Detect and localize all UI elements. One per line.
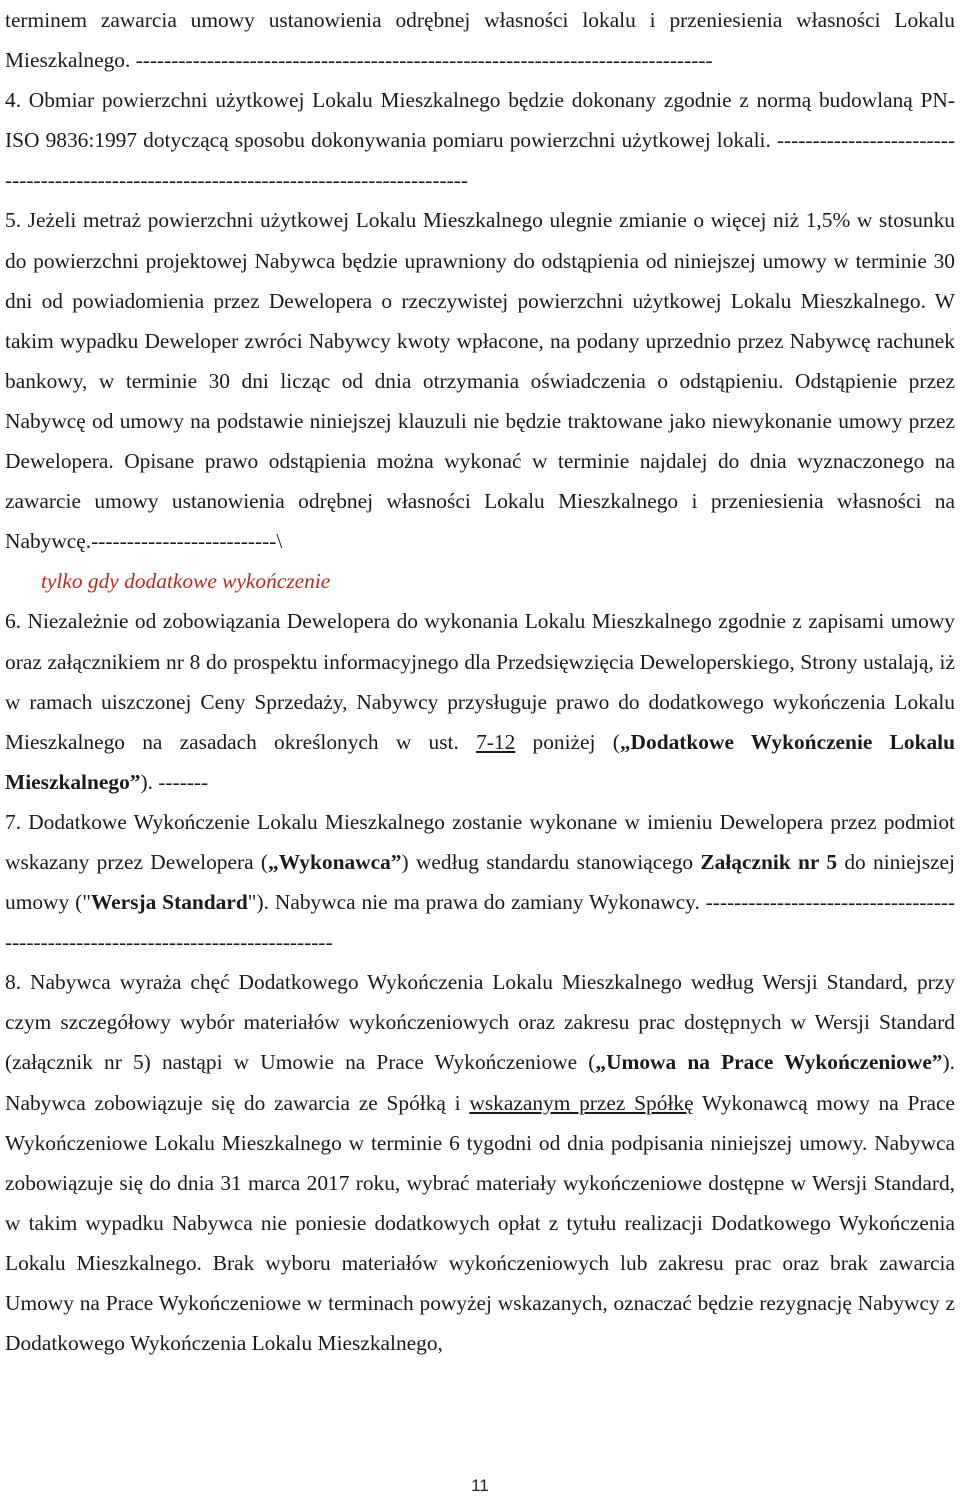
defined-term-standard-version: Wersja Standard: [90, 890, 248, 915]
paragraph-7-middle-2: do niniejszej umowy (": [5, 849, 955, 915]
attachment-reference: Załącznik nr 5: [700, 849, 838, 874]
paragraph-7: [5, 802, 955, 962]
page-number: 11: [471, 1476, 489, 1495]
paragraph-8-text: 8. Nabywca wyraża chęć Dodatkowego Wykończenia Lokalu Mieszkalnego według Wersji Standard, przy czym szczegółowy wybór materiałów wykończeniowych oraz zakresu prac dostępnych w Wersji Standard (załącznik nr 5) nastąpi w Umowie na Prace Wykończeniowe (: [5, 970, 955, 1075]
paragraph-4: [5, 80, 955, 200]
conditional-note-text: tylko gdy dodatkowe wykończenie: [41, 569, 331, 594]
defined-term-contractor: „Wykonawca”: [268, 849, 402, 874]
defined-term-finishing: „Dodatkowe Wykończenie Lokalu Mieszkalnego”: [5, 729, 956, 794]
paragraph-6-text: 6. Niezależnie od zobowiązania Dewelopera do wykonania Lokalu Mieszkalnego zgodnie z zapisami umowy oraz załącznikiem nr 8 do prospektu informacyjnego dla Przedsięwzięcia Deweloperskiego, Strony ustalają, iż w ramach uiszczonej Ceny Sprzedaży, Nabywcy przysługuje prawo do dodatkowego wykończenia Lokalu Mieszkalnego na zasadach określonych w ust.: [5, 609, 955, 754]
paragraph-5: [5, 200, 955, 561]
underlined-phrase: wskazanym przez Spółkę: [469, 1090, 694, 1115]
paragraph-7-end: "). Nabywca nie ma prawa do zamiany Wykonawcy. ---------------------------------------------------------------------------------: [5, 890, 955, 955]
defined-term-works-agreement: „Umowa na Prace Wykończeniowe”: [595, 1050, 943, 1075]
paragraph-8-end: Wykonawcą mowy na Prace Wykończeniowe Lokalu Mieszkalnego w terminie 6 tygodni od dnia podpisania niniejszej umowy. Nabywca zobowiązuje się do dnia 31 marca 2017 roku, wybrać materiały wykończeniowe dostępne w Wersji Standard, w takim wypadku Nabywca nie poniesie dodatkowych opłat z tytułu realizacji Dodatkowego Wykończenia Lokalu Mieszkalnego. Brak wyboru materiałów wykończeniowych lub zakresu prac oraz brak zawarcia Umowy na Prace Wykończeniowe w terminach powyżej wskazanych, oznaczać będzie rezygnację Nabywcy z Dodatkowego Wykończenia Lokalu Mieszkalnego,: [5, 1090, 955, 1356]
intro-paragraph: [5, 0, 955, 80]
paragraph-8: [5, 962, 955, 1363]
paragraph-5-text: 5. Jeżeli metraż powierzchni użytkowej Lokalu Mieszkalnego ulegnie zmianie o więcej niż 1,5% w stosunku do powierzchni projektowej Nabywca będzie uprawniony do odstąpienia od niniejszej umowy w terminie 30 dni od powiadomienia przez Dewelopera o rzeczywistej powierzchni użytkowej Lokalu Mieszkalnego. W takim wypadku Deweloper zwróci Nabywcy kwoty wpłacone, na podany uprzednio przez Nabywcę rachunek bankowy, w terminie 30 dni licząc od dnia otrzymania oświadczenia o odstąpieniu. Odstąpienie przez Nabywcę od umowy na podstawie niniejszej klauzuli nie będzie traktowane jako niewykonanie umowy przez Dewelopera. Opisane prawo odstąpienia można wykonać w terminie najdalej do dnia wyznaczonego na zawarcie umowy ustanowienia odrębnej własności Lokalu Mieszkalnego i przeniesienia własności na Nabywcę.--------------------------\: [5, 208, 955, 554]
paragraph-6-middle: poniżej (: [515, 729, 620, 754]
document-body: [5, 0, 955, 1363]
paragraph-6-end: ). -------: [140, 769, 209, 794]
conditional-note: [5, 561, 955, 601]
paragraph-7-middle-1: ) według standardu stanowiącego: [401, 849, 701, 874]
intro-text: terminem zawarcia umowy ustanowienia odrębnej własności lokalu i przeniesienia własności Lokalu Mieszkalnego. ---------------------------------------------------------------------------------: [5, 8, 955, 73]
paragraph-4-text: 4. Obmiar powierzchni użytkowej Lokalu Mieszkalnego będzie dokonany zgodnie z normą budowlaną PN-ISO 9836:1997 dotyczącą sposobu dokonywania pomiaru powierzchni użytkowej lokali. ------------------------------------------------------------------------------------------: [5, 88, 955, 193]
paragraph-6: [5, 601, 955, 801]
paragraph-7-text: 7. Dodatkowe Wykończenie Lokalu Mieszkalnego zostanie wykonane w imieniu Dewelopera przez podmiot wskazany przez Dewelopera (: [5, 809, 955, 874]
paragraph-8-middle: ). Nabywca zobowiązuje się do zawarcia ze Spółką i: [5, 1050, 955, 1115]
section-reference-link[interactable]: 7-12: [476, 729, 516, 754]
